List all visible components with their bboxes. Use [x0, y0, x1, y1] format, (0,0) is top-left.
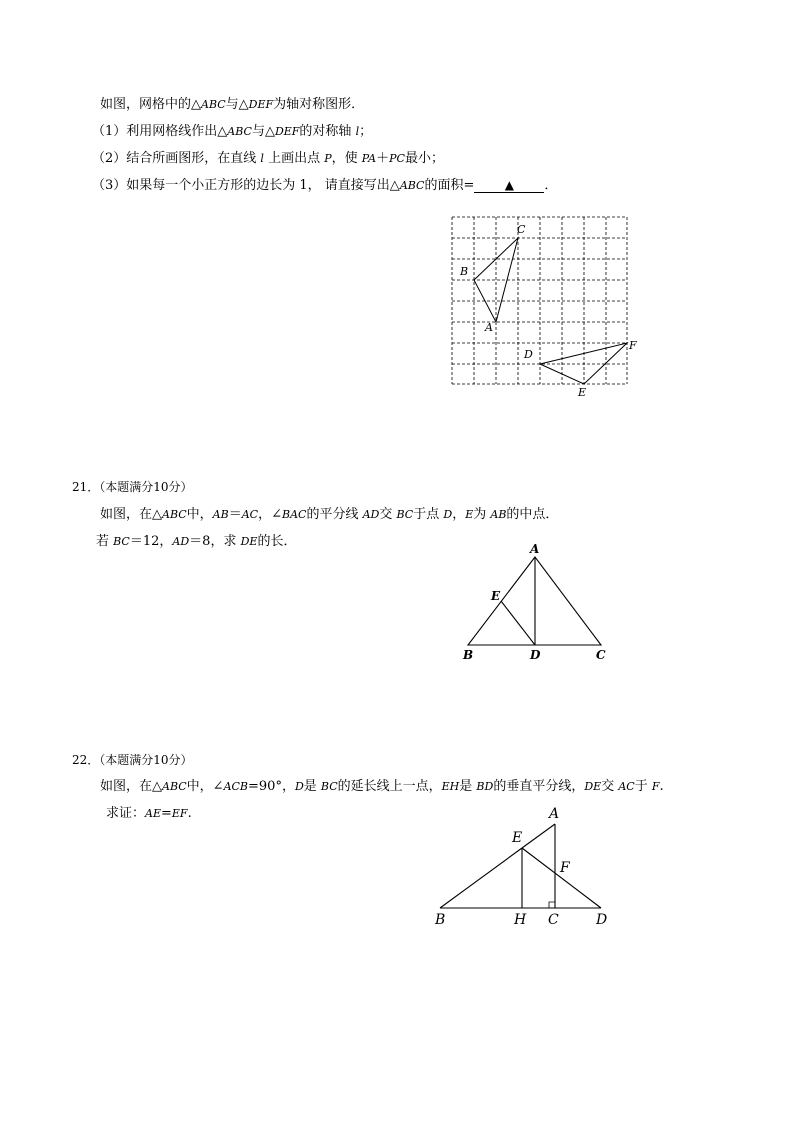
q20-part-1: （1）利用网格线作出△ABC与△DEF的对称轴 l； — [92, 124, 373, 139]
label-d: D — [524, 348, 533, 361]
label-b: B — [460, 265, 469, 278]
label-e: E — [578, 386, 587, 399]
label-e: E — [491, 589, 501, 603]
label-d: D — [596, 912, 608, 928]
label-b: B — [435, 912, 446, 928]
label-a: A — [485, 321, 493, 334]
segment-ed — [522, 848, 601, 908]
answer-blank[interactable]: ▲ — [474, 178, 544, 193]
label-a: A — [549, 806, 560, 822]
q22-line-1: 如图，在△ABC中，∠ACB=90°，D是 BC的延长线上一点，EH是 BD的垂直平分线，DE交 AC于 F. — [100, 779, 664, 794]
right-angle-mark — [549, 902, 555, 908]
segment-be — [440, 848, 522, 908]
label-f: F — [629, 339, 637, 352]
label-c: C — [548, 912, 559, 928]
label-c: C — [596, 648, 606, 662]
label-d: D — [530, 648, 541, 662]
q21-line-1: 如图，在△ABC中，AB＝AC，∠BAC的平分线 AD交 BC于点 D，E为 AB的中点． — [100, 507, 559, 522]
q20-part-2: （2）结合所画图形，在直线 l 上画出点 P，使 PA＋PC最小； — [92, 151, 444, 166]
label-h: H — [514, 912, 527, 928]
label-c: C — [517, 223, 526, 236]
segment-ab — [522, 824, 555, 848]
label-e: E — [512, 830, 523, 846]
label-f: F — [560, 860, 570, 876]
q20-part-3: （3）如果每一个小正方形的边长为 1， 请直接写出△ABC的面积= ▲ ． — [92, 178, 558, 193]
label-a: A — [530, 542, 540, 556]
q21-line-2: 若 BC＝12，AD＝8，求 DE的长． — [96, 534, 297, 549]
q20-intro: 如图，网格中的△ABC与△DEF为轴对称图形． — [100, 97, 365, 112]
q21-heading: 21．（本题满分10分） — [72, 480, 193, 494]
label-b: B — [463, 648, 474, 662]
q22-line-2: 求证：AE=EF. — [106, 806, 192, 821]
q22-heading: 22．（本题满分10分） — [72, 753, 193, 767]
